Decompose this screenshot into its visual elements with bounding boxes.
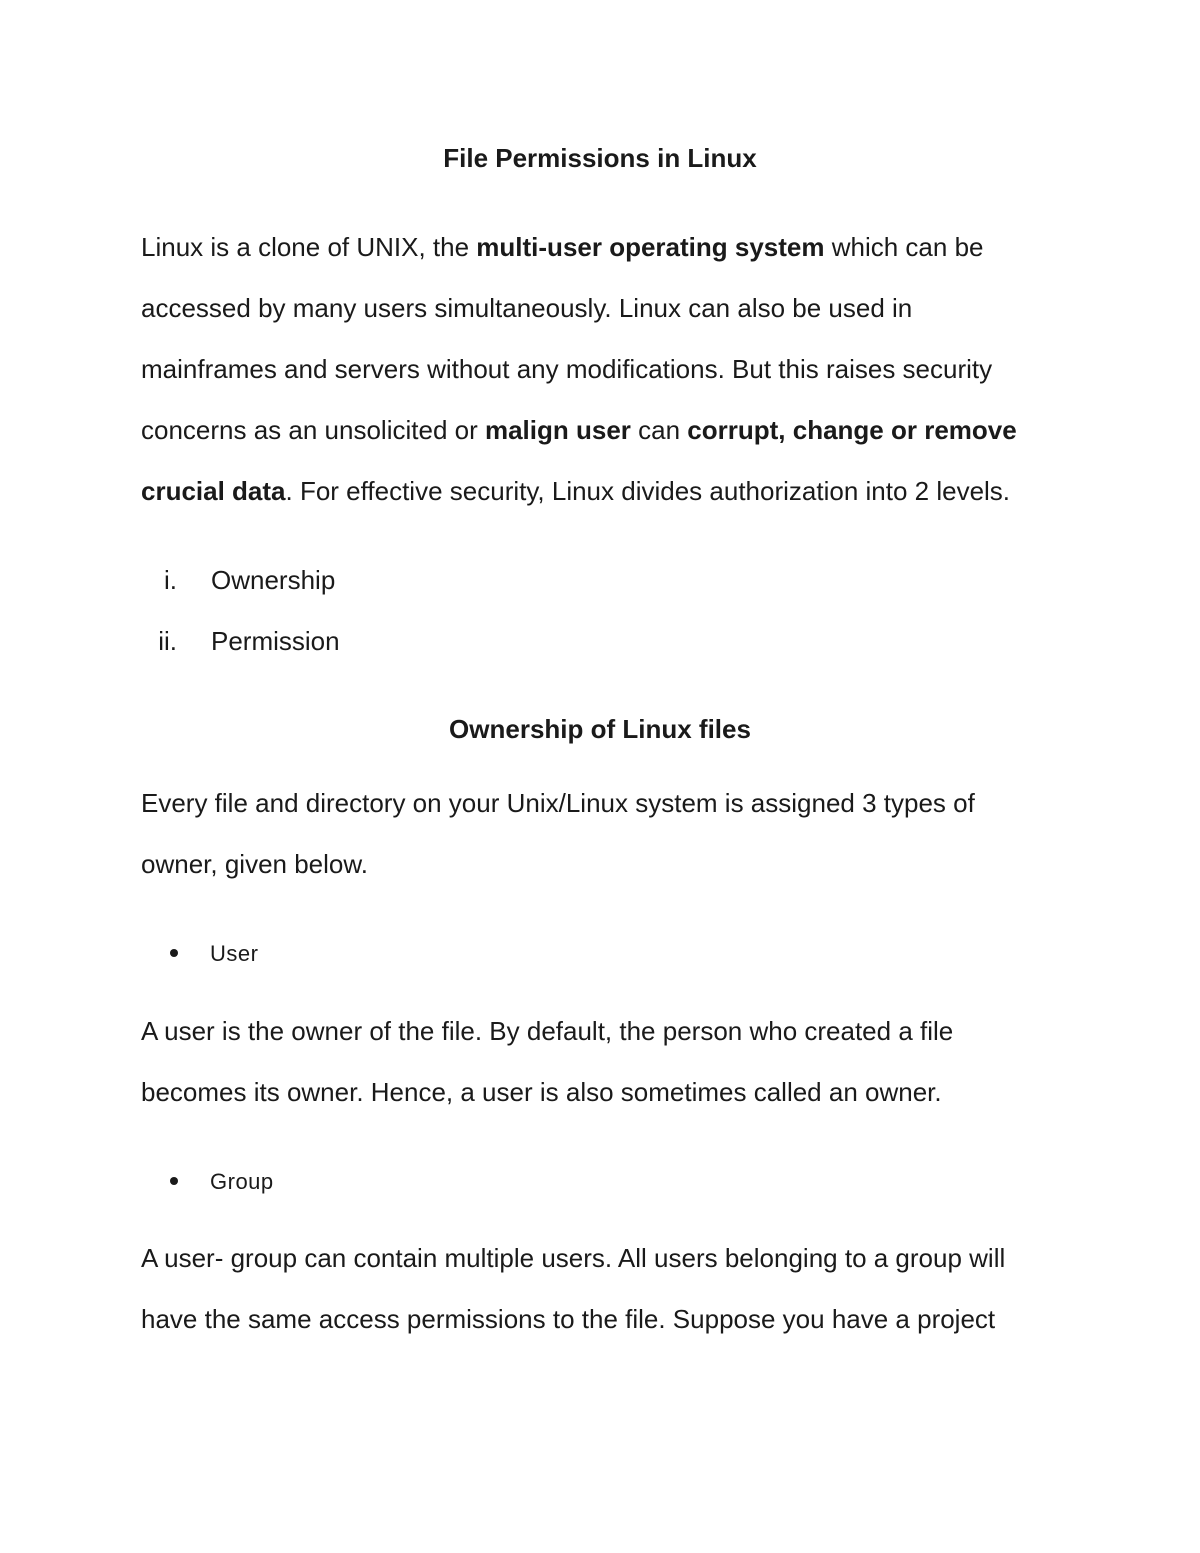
group-desc-line-2: have the same access permissions to the file. Suppose you have a project — [141, 1304, 996, 1334]
bullet-item-group — [170, 1169, 274, 1195]
bullet-item-label: User — [210, 941, 259, 966]
group-desc-line-1: A user- group can contain multiple users. All users belonging to a group will — [141, 1243, 1006, 1273]
intro-line-4: concerns as an unsolicited or malign user can corrupt, change or remove — [141, 415, 1017, 445]
bullet-icon — [170, 949, 178, 957]
list-marker: ii. — [158, 626, 177, 656]
ownership-intro-line-2: owner, given below. — [141, 849, 368, 879]
group-description — [141, 1228, 1061, 1350]
list-item-permission — [141, 626, 340, 656]
ownership-intro-paragraph — [141, 773, 1061, 895]
list-item-label: Ownership — [211, 565, 336, 595]
user-description — [141, 1001, 1061, 1123]
bullet-icon — [170, 1177, 178, 1185]
intro-line-5: crucial data. For effective security, Linux divides authorization into 2 levels. — [141, 476, 1011, 506]
multi-user-emphasis: multi-user operating system — [476, 232, 825, 262]
bullet-item-label: Group — [210, 1169, 274, 1194]
malign-user-emphasis: malign user — [484, 415, 631, 445]
list-item-ownership — [141, 565, 336, 595]
user-desc-line-1: A user is the owner of the file. By default, the person who created a file — [141, 1016, 954, 1046]
user-desc-line-2: becomes its owner. Hence, a user is also sometimes called an owner. — [141, 1077, 942, 1107]
intro-line-2: accessed by many users simultaneously. Linux can also be used in — [141, 293, 913, 323]
page-title: File Permissions in Linux — [443, 143, 757, 173]
crucial-data-emphasis: crucial data — [141, 476, 286, 506]
intro-line-3: mainframes and servers without any modifications. But this raises security — [141, 354, 993, 384]
corrupt-emphasis: corrupt, change or remove — [687, 415, 1017, 445]
section-heading: Ownership of Linux files — [449, 714, 751, 744]
bullet-item-user — [170, 941, 259, 967]
ownership-intro-line-1: Every file and directory on your Unix/Linux system is assigned 3 types of — [141, 788, 975, 818]
list-item-label: Permission — [211, 626, 340, 656]
intro-line-1: Linux is a clone of UNIX, the multi-user operating system which can be — [141, 232, 984, 262]
list-marker: i. — [164, 565, 177, 595]
intro-paragraph — [141, 217, 1061, 522]
